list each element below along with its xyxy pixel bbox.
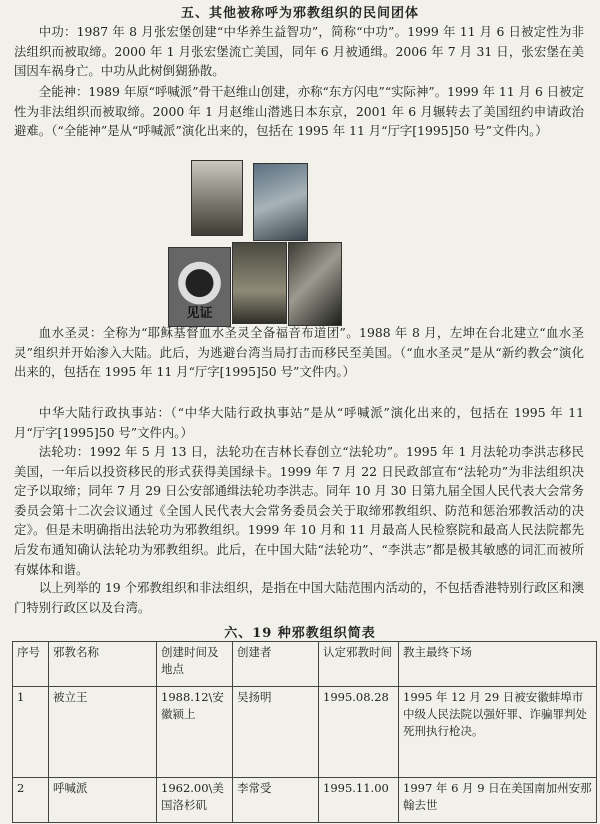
table-cell: 1 (13, 687, 49, 778)
paragraph-zhonghua: 中华大陆行政执事站：（“中华大陆行政执事站”是从“呼喊派”演化出来的，包括在 1995 年 11 月“厅字[1995]50 号”文件内。） (14, 405, 584, 440)
table-cell: 呼喊派 (49, 778, 157, 823)
paragraph-zhonggong: 中功：1987 年 8 月张宏堡创建“中华养生益智功”，简称“中功”。1999 年 11 月 6 日被定性为非法组织而被取缔。2000 年 1 月张宏堡流亡美国，同年 6 月被通缉。2006 年 7 月 31 日，张宏堡在美国因车祸身亡。中功从此树倒猢狲散。 (14, 24, 584, 79)
table-cell: 1997 年 6 月 9 日在美国南加州安那翰去世 (399, 778, 597, 823)
section-6-title: 六、19 种邪教组织简表 (224, 626, 376, 641)
table-cell: 李常受 (233, 778, 319, 823)
table-cell: 1962.00\美国洛杉矶 (157, 778, 233, 823)
book-cover-1 (191, 160, 243, 236)
book-cover-3: 见证 (168, 247, 231, 327)
table-cell: 1995 年 12 月 29 日被安徽蚌埠市中级人民法院以强奸罪、诈骗罪判处死刑执行枪决。 (399, 687, 597, 778)
paragraph-falungong: 法轮功：1992 年 5 月 13 日，法轮功在吉林长春创立“法轮功”。1995 年 1 月法轮功李洪志移民美国，一年后以投资移民的形式获得美国绿卡。1999 年 7 月 22 日民政部宣布“法轮功”为非法组织决定予以取缔；同年 7 月 29 日公安部通缉法轮功李洪志。同年 10 月 30 日第九届全国人民代表大会常务委员会第十二次会议通过《全国人民代表大会常务委员会关于取缔邪教组织、防范和惩治邪教活动的决定》。但是未明确指出法轮功为邪教组织。1999 年 10 月和 11 月最高人民检察院和最高人民法院都先后发布通知确认法轮功为邪教组织。此后，在中国大陆“法轮功”、“李洪志”都是极其敏感的词汇而被所有媒体和谐。 (14, 444, 584, 577)
header-cell: 创建者 (233, 642, 319, 687)
header-cell: 序号 (13, 642, 49, 687)
table-cell: 1995.08.28 (319, 687, 399, 778)
book-cover-5 (288, 242, 342, 326)
book-cover-2 (253, 163, 308, 241)
header-cell: 创建时间及地点 (157, 642, 233, 687)
table-row (13, 687, 597, 778)
paragraph-summary: 以上列举的 19 个邪教组织和非法组织，是指在中国大陆范围内活动的，不包括香港特别行政区和澳门特别行政区以及台湾。 (14, 580, 584, 615)
paragraph-quannengshen: 全能神：1989 年原“呼喊派”骨干赵维山创建，亦称“东方闪电”“实际神”。1999 年 11 月 6 日被定性为非法组织而被取缔。2000 年 1 月赵维山潜逃日本东京，2001 年 6 月辗转去了美国纽约申请政治避难。（“全能神”是从“呼喊派”演化出来的，包括在 1995 年 11 月“厅字[1995]50 号”文件内。） (14, 84, 584, 139)
header-cell: 教主最终下场 (399, 642, 597, 687)
table-header-row (13, 642, 597, 687)
paragraph-xueshui: 血水圣灵：全称为“耶稣基督血水圣灵全备福音布道团”。1988 年 8 月，左坤在台北建立“血水圣灵”组织并开始渗入大陆。此后，为逃避台湾当局打击而移民至美国。（“血水圣灵”是从“新约教会”演化出来的，包括在 1995 年 11 月“厅字[1995]50 号”文件内。） (14, 325, 584, 380)
table-cell: 被立王 (49, 687, 157, 778)
table-cell: 1988.12\安徽颍上 (157, 687, 233, 778)
header-cell: 认定邪教时间 (319, 642, 399, 687)
table-cell: 吴扬明 (233, 687, 319, 778)
table-cell: 1995.11.00 (319, 778, 399, 823)
cult-summary-table (12, 641, 597, 823)
table-row (13, 778, 597, 823)
header-cell: 邪教名称 (49, 642, 157, 687)
book-cover-4 (232, 242, 287, 324)
section-5-title: 五、其他被称呼为邪教组织的民间团体 (180, 6, 419, 21)
table-cell: 2 (13, 778, 49, 823)
